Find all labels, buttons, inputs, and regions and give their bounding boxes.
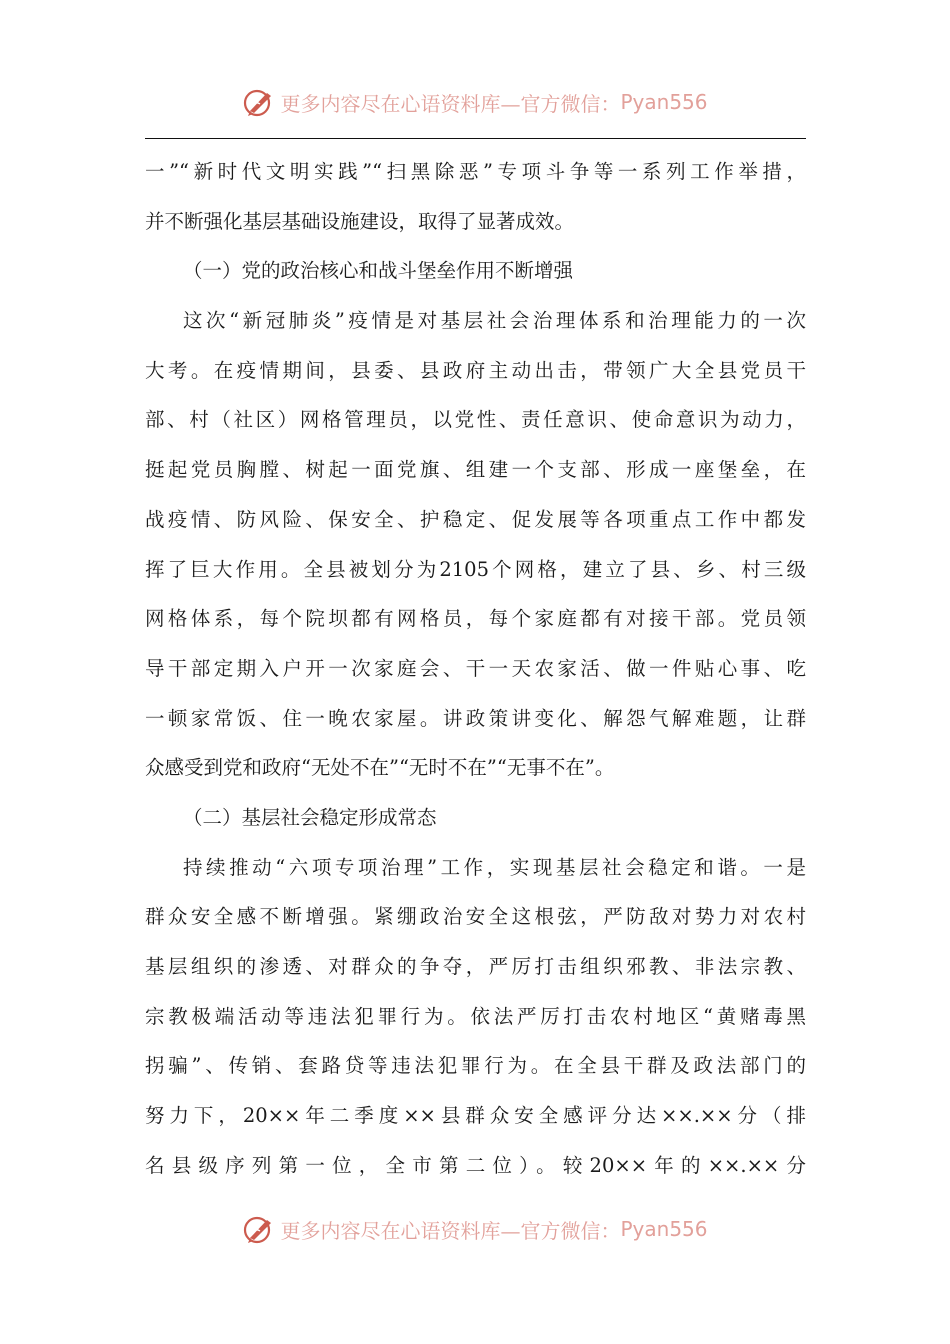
body-line: 挥了巨大作用。全县被划分为2105个网格，建立了县、乡、村三级	[145, 557, 806, 581]
body-line: 这次“新冠肺炎”疫情是对基层社会治理体系和治理能力的一次	[183, 309, 806, 333]
body-line: 大考。在疫情期间，县委、县政府主动出击，带领广大全县党员干	[145, 358, 806, 382]
body-line: 群众安全感不断增强。紧绷政治安全这根弦，严防敌对势力对农村	[145, 905, 806, 929]
footer-banner	[0, 1207, 950, 1251]
body-line: 挺起党员胸膛、树起一面党旗、组建一个支部、形成一座堡垒，在	[145, 458, 806, 482]
pen-logo-icon	[242, 85, 276, 119]
body-line: 众感受到党和政府“无处不在”“无时不在”“无事不在”。	[145, 756, 615, 780]
header-banner	[0, 80, 950, 124]
wechat-id: Pyan556	[620, 1217, 708, 1241]
section-heading: （一）党的政治核心和战斗堡垒作用不断增强	[183, 259, 574, 283]
body-line: 网格体系，每个院坝都有网格员，每个家庭都有对接干部。党员领	[145, 607, 806, 631]
body-line: 宗教极端活动等违法犯罪行为。依法严厉打击农村地区“黄赌毒黑	[145, 1004, 806, 1028]
body-line: 战疫情、防风险、保安全、护稳定、促发展等各项重点工作中都发	[145, 507, 806, 531]
document-body	[145, 147, 806, 1190]
body-line: 并不断强化基层基础设施建设，取得了显著成效。	[145, 209, 575, 233]
body-line: 名县级序列第一位，全市第二位）。较20××年的××.××分	[145, 1153, 806, 1177]
wechat-id: Pyan556	[620, 90, 708, 114]
body-line: 基层组织的渗透、对群众的争夺，严厉打击组织邪教、非法宗教、	[145, 955, 806, 978]
body-line: 导干部定期入户开一次家庭会、干一天农家活、做一件贴心事、吃	[145, 656, 806, 680]
header-divider	[145, 138, 806, 139]
banner-text: 更多内容尽在心语资料库—官方微信：	[280, 1218, 621, 1243]
body-line: 一”“新时代文明实践”“扫黑除恶”专项斗争等一系列工作举措，	[145, 160, 806, 183]
banner-text: 更多内容尽在心语资料库—官方微信：	[280, 91, 621, 116]
body-line: 努力下，20××年二季度××县群众安全感评分达××.××分（排	[145, 1104, 806, 1128]
body-line: 一顿家常饭、住一晚农家屋。讲政策讲变化、解怨气解难题，让群	[145, 706, 806, 730]
body-line: 拐骗”、传销、套路贷等违法犯罪行为。在全县干群及政法部门的	[145, 1054, 806, 1078]
section-heading: （二）基层社会稳定形成常态	[183, 805, 437, 829]
pen-logo-icon	[242, 1212, 276, 1246]
body-line: 部、村（社区）网格管理员，以党性、责任意识、使命意识为动力，	[145, 408, 806, 432]
body-line: 持续推动“六项专项治理”工作，实现基层社会稳定和谐。一是	[183, 855, 806, 879]
